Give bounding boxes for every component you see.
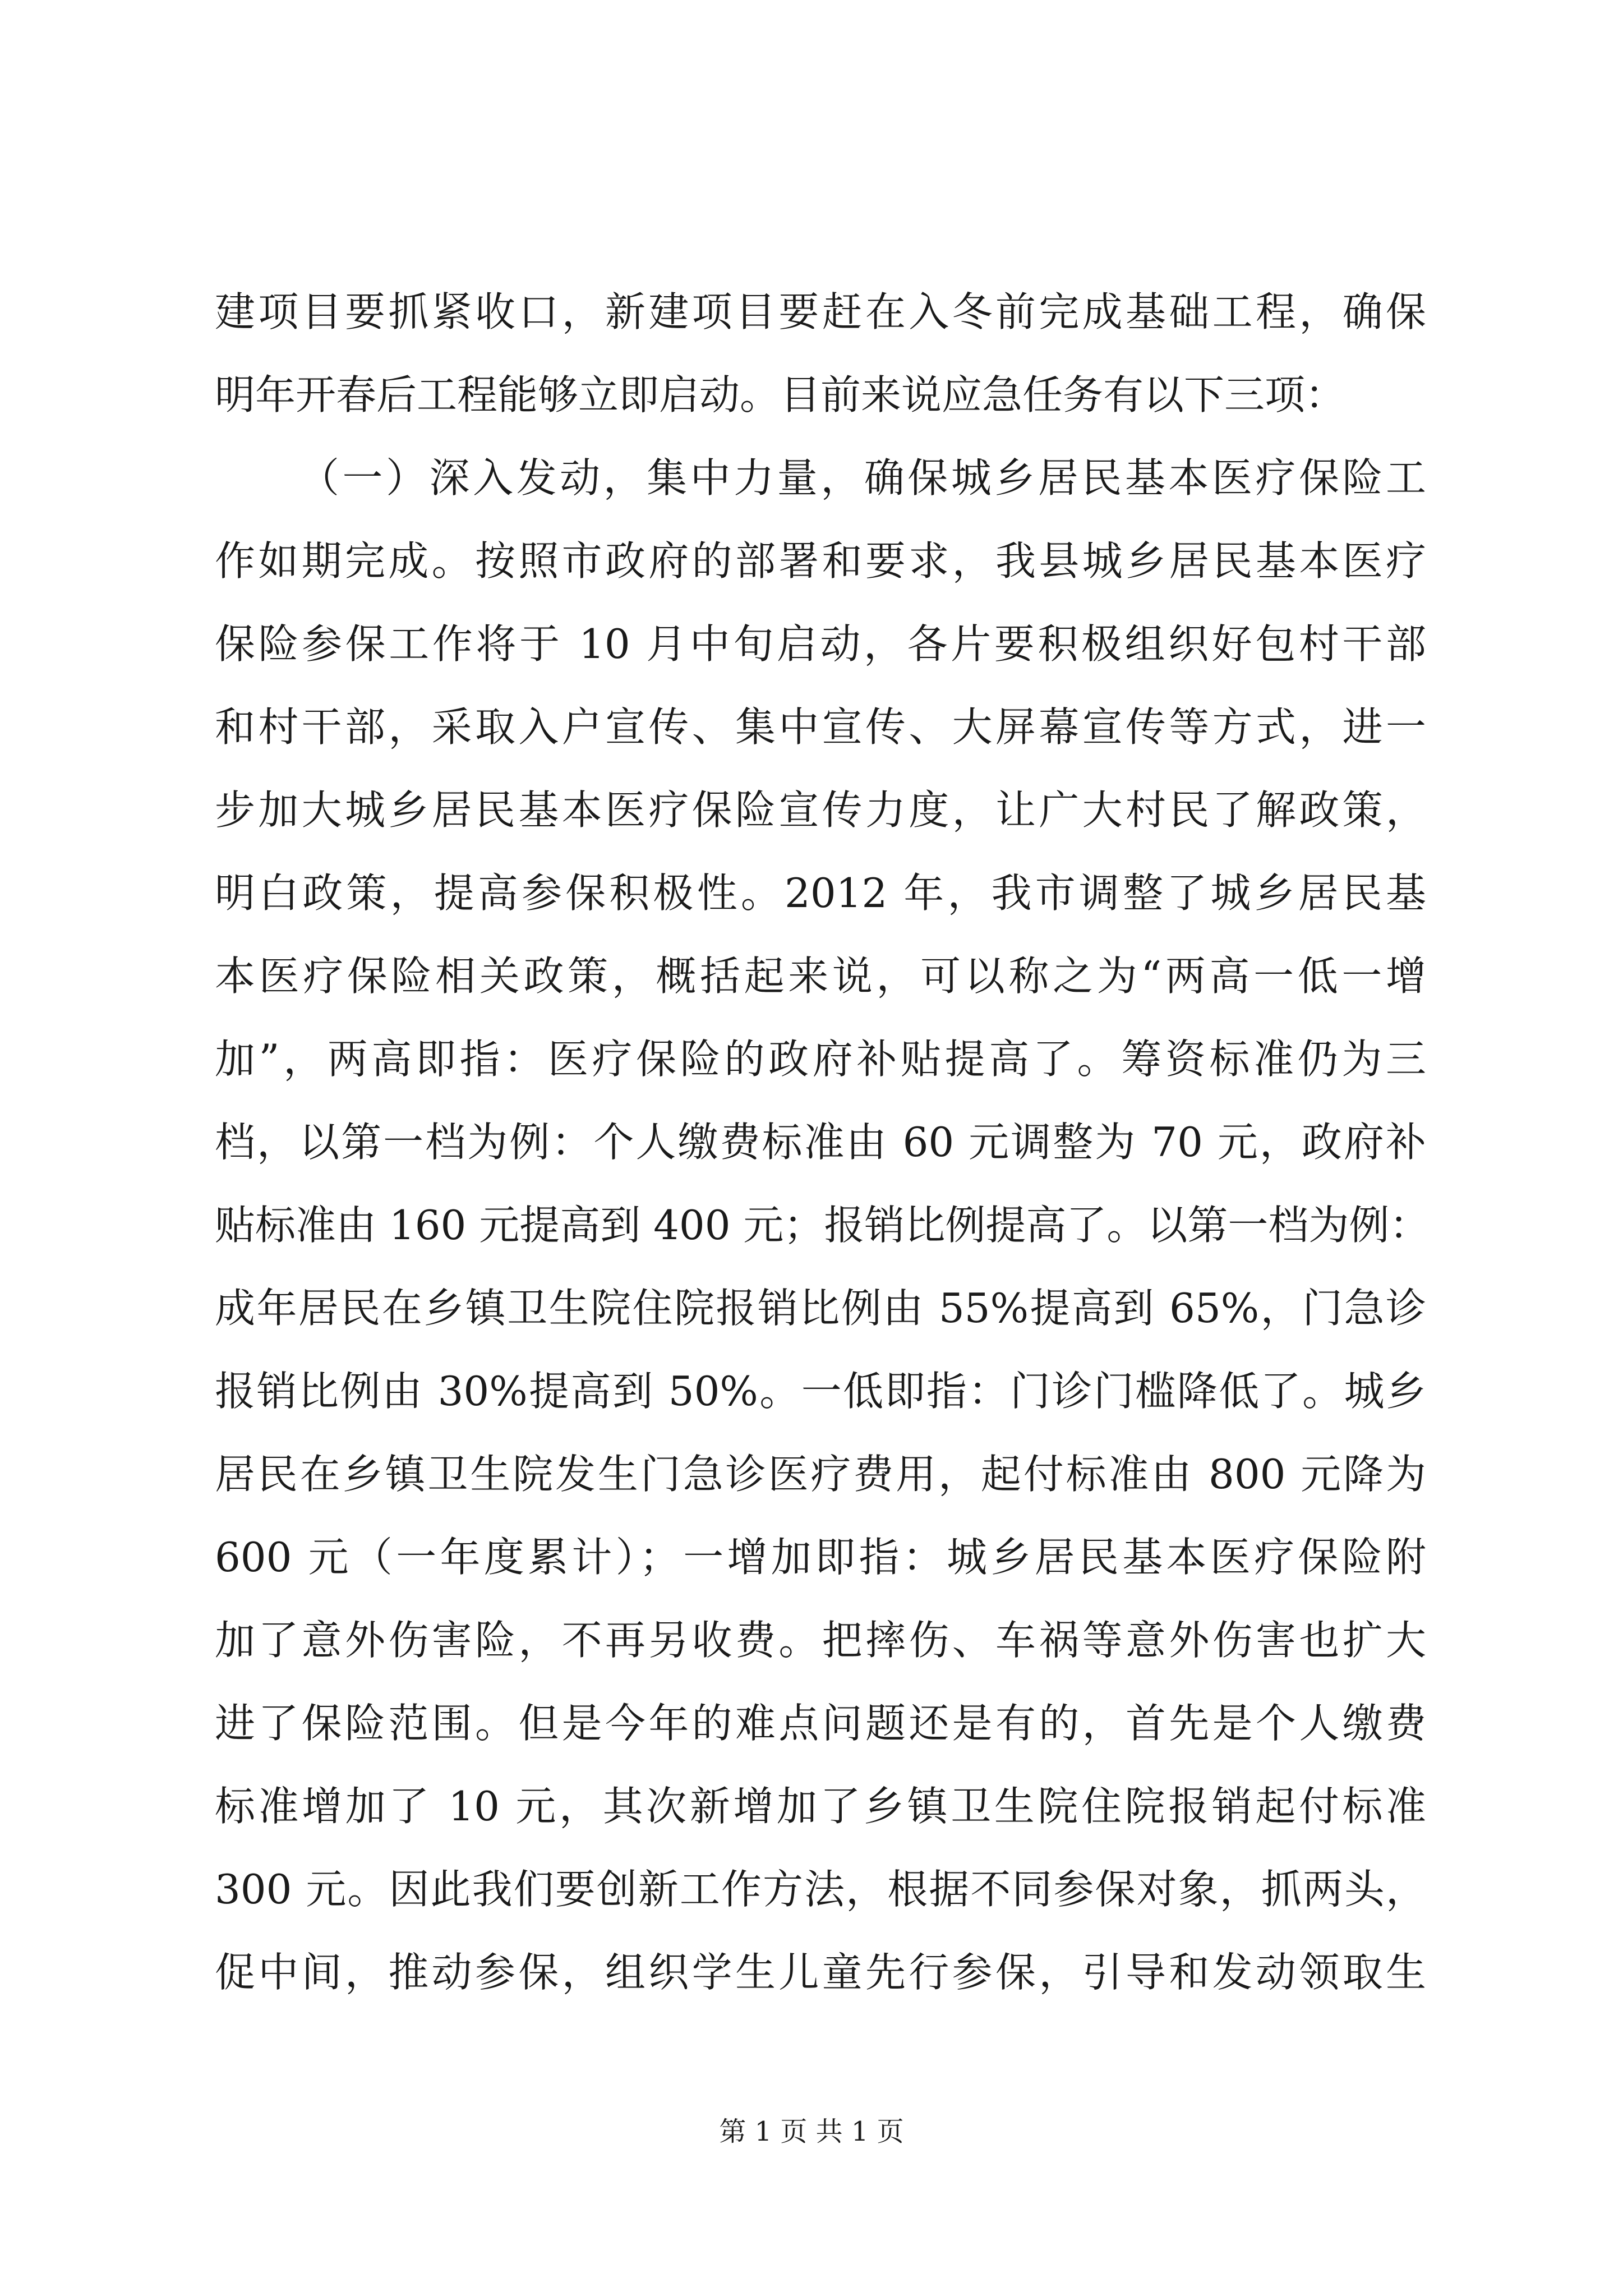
- text-line: 档，以第一档为例：个人缴费标准由 60 元调整为 70 元，政府补: [215, 1119, 1426, 1166]
- text-line: 600 元（一年度累计）；一增加即指：城乡居民基本医疗保险附: [215, 1534, 1426, 1581]
- text-line: 进了保险范围。但是今年的难点问题还是有的，首先是个人缴费: [215, 1700, 1426, 1747]
- text-line: 明白政策，提高参保积极性。2012 年，我市调整了城乡居民基: [215, 869, 1426, 917]
- text-line: 成年居民在乡镇卫生院住院报销比例由 55%提高到 65%，门急诊: [215, 1285, 1426, 1332]
- text-line: 300 元。因此我们要创新工作方法，根据不同参保对象，抓两头，: [215, 1866, 1426, 1913]
- text-line: 加”，两高即指：医疗保险的政府补贴提高了。筹资标准仍为三: [215, 1036, 1426, 1083]
- text-line: 明年开春后工程能够立即启动。目前来说应急任务有以下三项：: [215, 371, 1346, 418]
- text-line: 步加大城乡居民基本医疗保险宣传力度，让广大村民了解政策，: [215, 786, 1426, 834]
- text-line: 标准增加了 10 元，其次新增加了乡镇卫生院住院报销起付标准: [215, 1783, 1426, 1830]
- text-line: 居民在乡镇卫生院发生门急诊医疗费用，起付标准由 800 元降为: [215, 1451, 1426, 1498]
- section-heading-line: （一）深入发动，集中力量，确保城乡居民基本医疗保险工: [299, 454, 1426, 501]
- text-line: 作如期完成。按照市政府的部署和要求，我县城乡居民基本医疗: [215, 537, 1426, 585]
- body-text: [215, 270, 1430, 2014]
- text-line: 和村干部，采取入户宣传、集中宣传、大屏幕宣传等方式，进一: [215, 703, 1426, 751]
- text-line: 报销比例由 30%提高到 50%。一低即指：门诊门槛降低了。城乡: [215, 1368, 1426, 1415]
- text-line: 促中间，推动参保，组织学生儿童先行参保，引导和发动领取生: [215, 1949, 1426, 1996]
- text-line: 本医疗保险相关政策，概括起来说，可以称之为“两高一低一增: [215, 953, 1426, 1000]
- text-line: 加了意外伤害险，不再另收费。把摔伤、车祸等意外伤害也扩大: [215, 1617, 1426, 1664]
- text-line: 保险参保工作将于 10 月中旬启动，各片要积极组织好包村干部: [215, 620, 1426, 668]
- page-footer: 第 1 页 共 1 页: [719, 2116, 904, 2147]
- text-line: 贴标准由 160 元提高到 400 元；报销比例提高了。以第一档为例：: [215, 1202, 1430, 1249]
- text-line: 建项目要抓紧收口，新建项目要赶在入冬前完成基础工程，确保: [215, 288, 1426, 335]
